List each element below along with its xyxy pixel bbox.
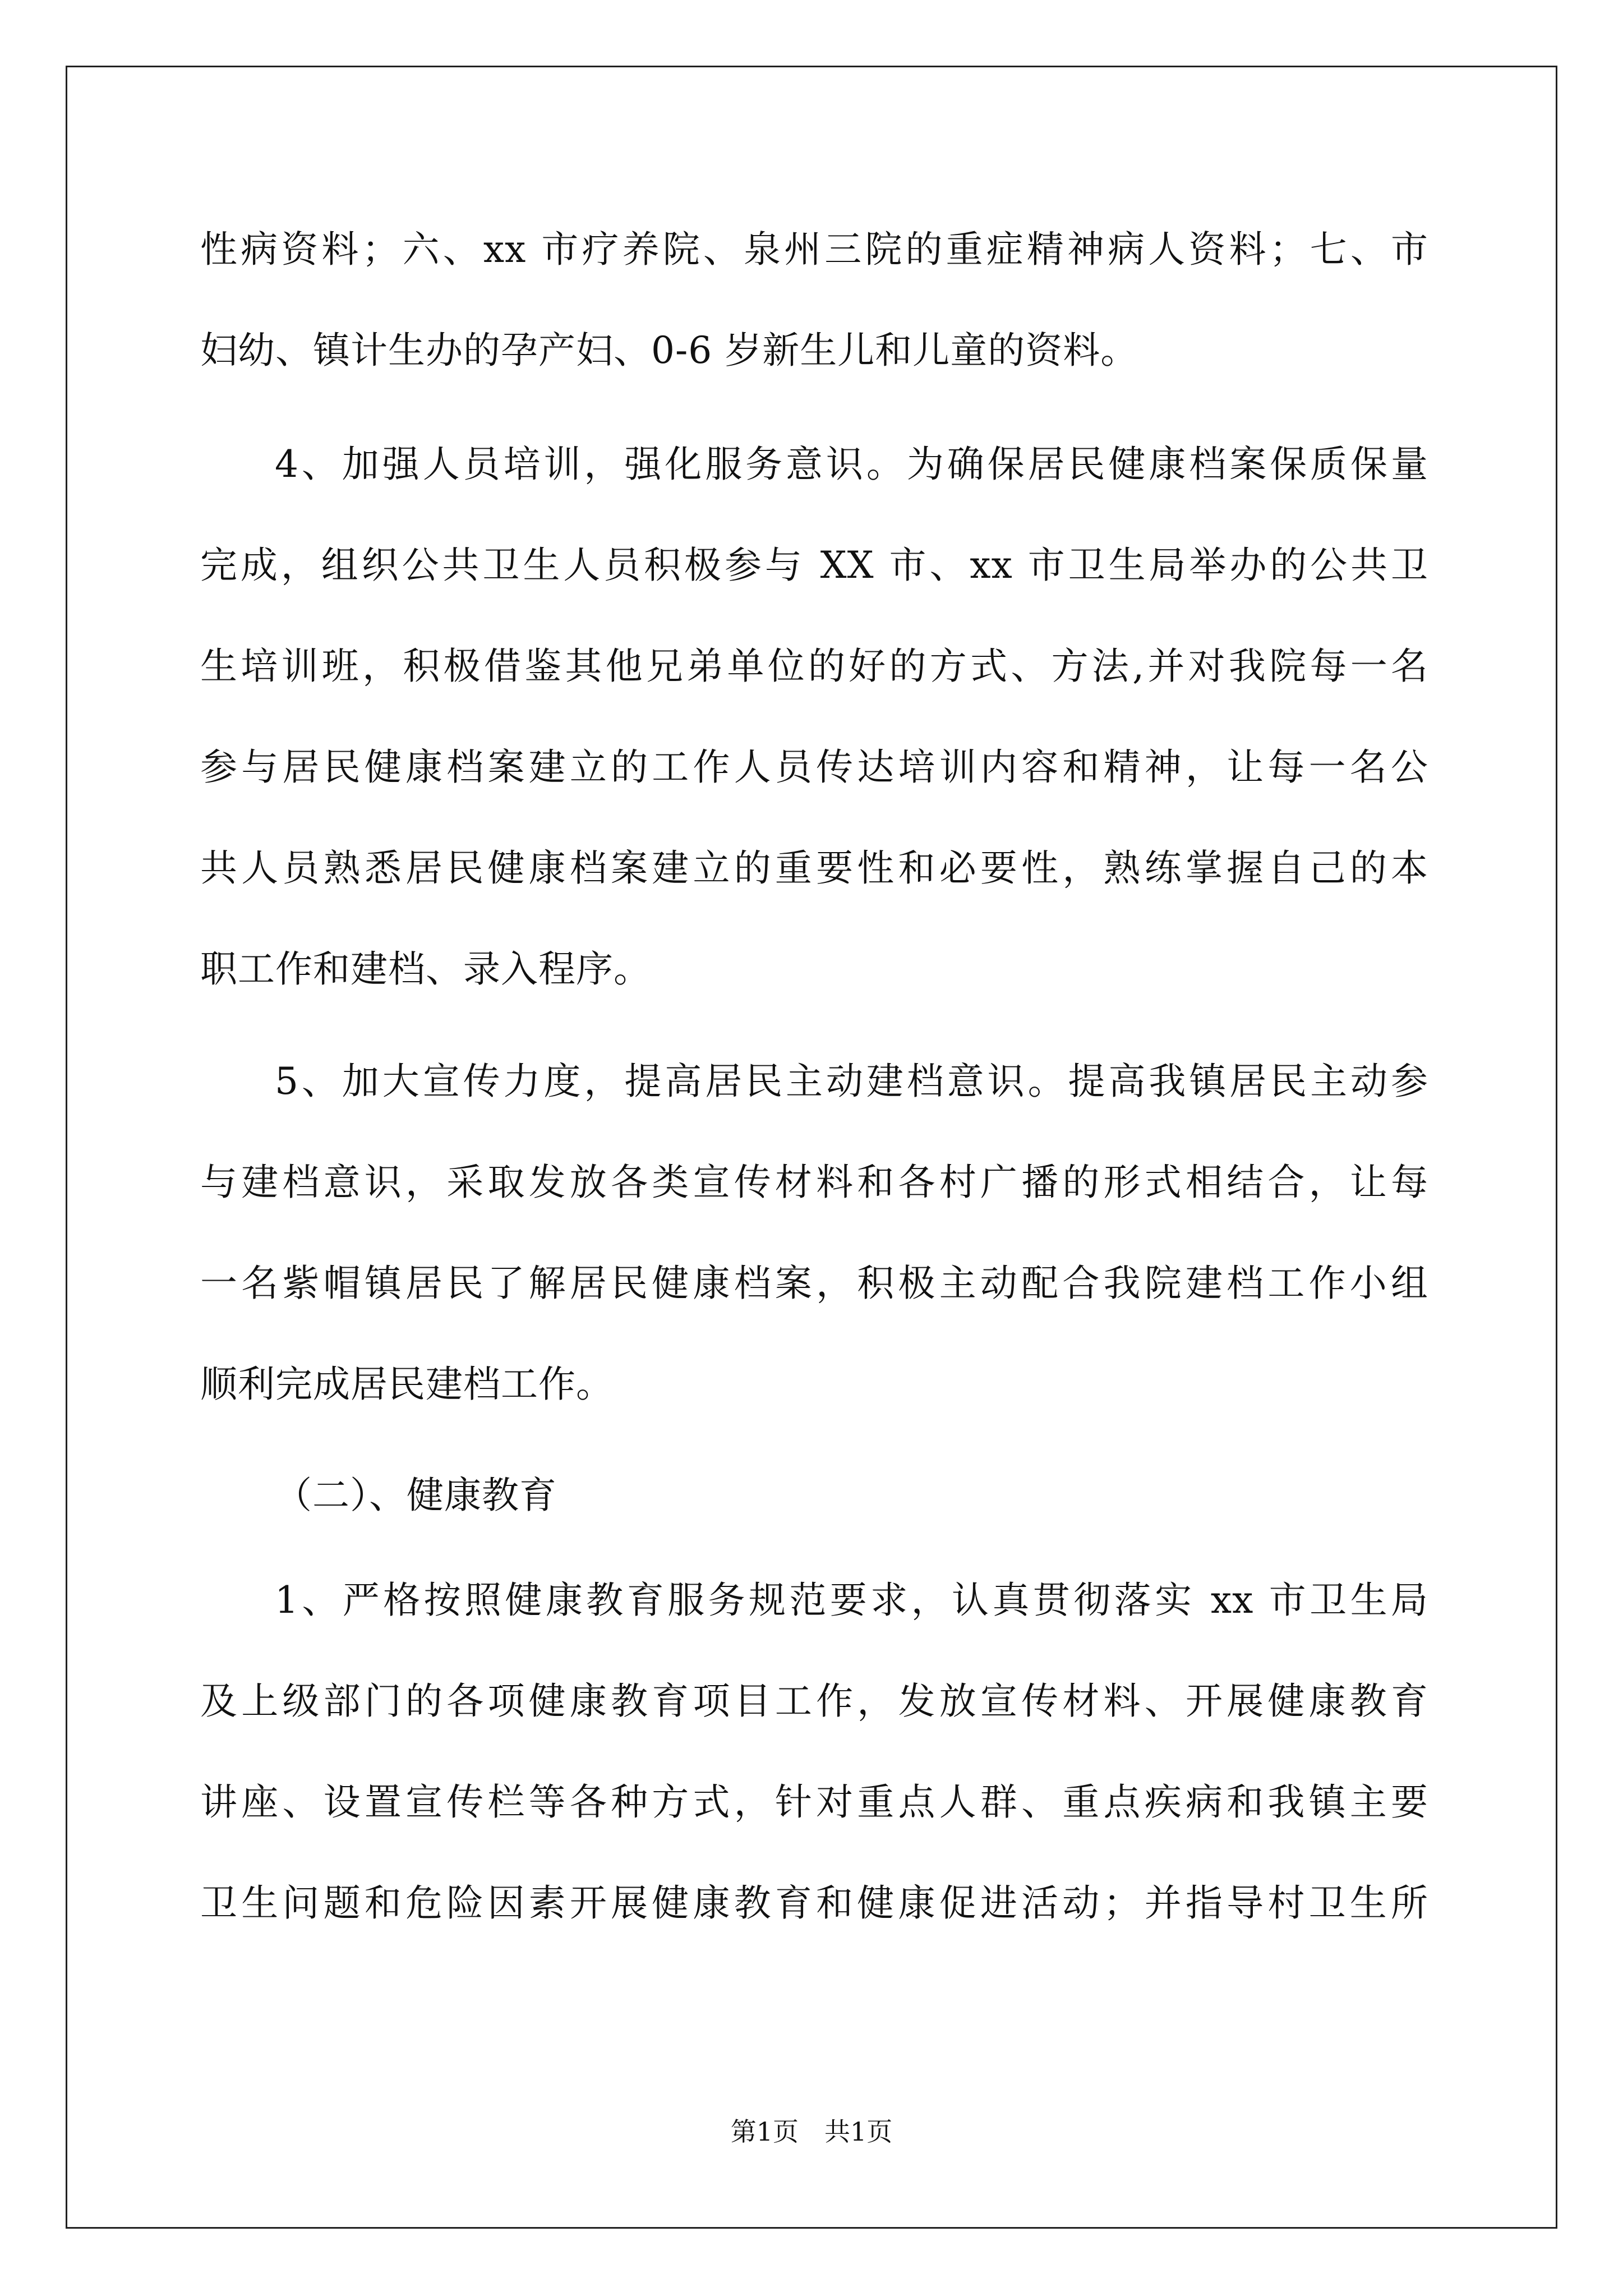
body-text-line: 完成，组织公共卫生人员积极参与 XX 市、xx 市卫生局举办的公共卫 — [200, 544, 1428, 587]
section-heading: （二）、健康教育 — [275, 1474, 557, 1517]
body-text-line: 5、加大宣传力度，提高居民主动建档意识。提高我镇居民主动参 — [275, 1060, 1428, 1103]
body-text-line: 生培训班，积极借鉴其他兄弟单位的好的方式、方法,并对我院每一名 — [200, 645, 1428, 688]
body-text-line: 性病资料；六、xx 市疗养院、泉州三院的重症精神病人资料；七、市 — [200, 228, 1428, 271]
body-text-line: 共人员熟悉居民健康档案建立的重要性和必要性，熟练掌握自己的本 — [200, 846, 1428, 890]
body-text-line: 职工作和建档、录入程序。 — [200, 947, 651, 991]
body-text-line: 妇幼、镇计生办的孕产妇、0-6 岁新生儿和儿童的资料。 — [200, 329, 1138, 372]
body-text-line: 顺利完成居民建档工作。 — [200, 1363, 614, 1406]
body-text-line: 与建档意识，采取发放各类宣传材料和各村广播的形式相结合，让每 — [200, 1161, 1428, 1204]
body-text-line: 卫生问题和危险因素开展健康教育和健康促进活动；并指导村卫生所 — [200, 1881, 1428, 1925]
body-text-line: 4、加强人员培训，强化服务意识。为确保居民健康档案保质保量 — [275, 443, 1428, 486]
body-text-line: 及上级部门的各项健康教育项目工作，发放宣传材料、开展健康教育 — [200, 1680, 1428, 1723]
body-text-line: 参与居民健康档案建立的工作人员传达培训内容和精神，让每一名公 — [200, 746, 1428, 789]
page-number-footer: 第1页 共1页 — [730, 2116, 893, 2147]
body-text-line: 1、严格按照健康教育服务规范要求，认真贯彻落实 xx 市卫生局 — [275, 1579, 1428, 1622]
body-text-line: 讲座、设置宣传栏等各种方式，针对重点人群、重点疾病和我镇主要 — [200, 1780, 1428, 1824]
body-text-line: 一名紫帽镇居民了解居民健康档案，积极主动配合我院建档工作小组 — [200, 1262, 1428, 1305]
